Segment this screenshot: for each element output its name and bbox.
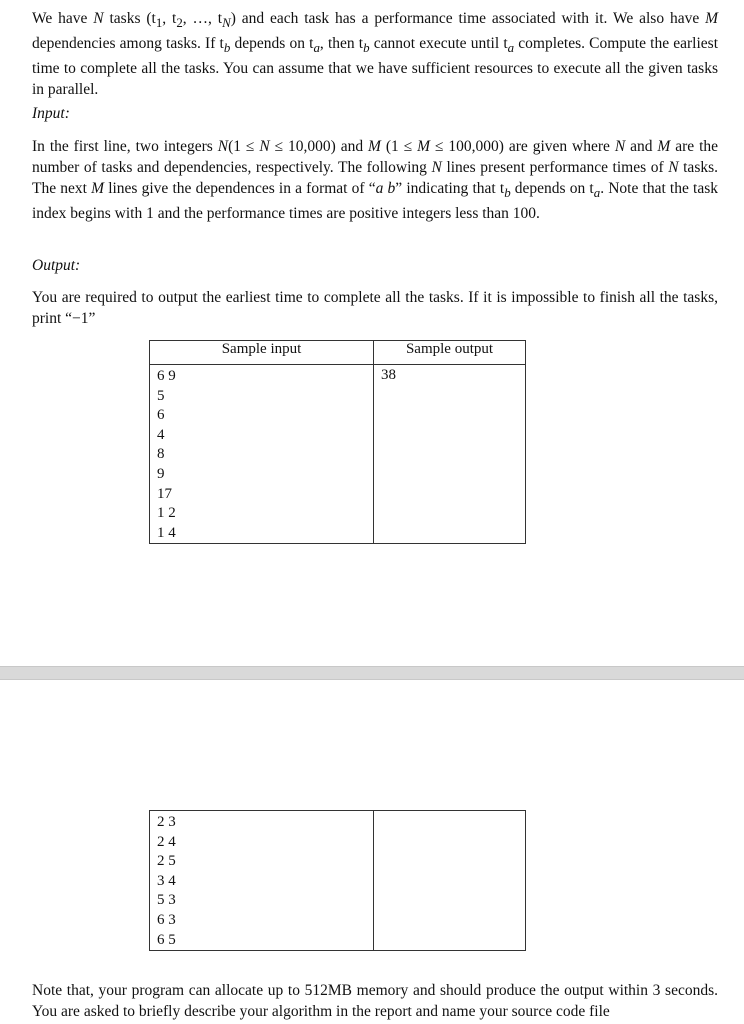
input-line: 1 4 — [157, 524, 176, 541]
input-line: 6 5 — [157, 931, 176, 948]
input-line: 6 9 — [157, 368, 176, 384]
input-line: 2 4 — [157, 833, 176, 850]
page-separator — [0, 666, 744, 680]
sample-output-cell — [374, 365, 526, 544]
input-line: 3 4 — [157, 872, 176, 889]
input-line: 1 2 — [157, 505, 176, 522]
sample-input-lines — [150, 365, 373, 543]
sample-input-header: Sample input — [150, 341, 374, 365]
output-heading: Output: — [32, 257, 81, 274]
document-page-2 — [0, 680, 744, 1024]
input-line: 5 3 — [157, 892, 176, 909]
sample-input-lines-continued — [150, 811, 373, 950]
input-line: 17 — [157, 485, 172, 502]
input-line: 8 — [157, 446, 165, 463]
input-line: 2 5 — [157, 853, 176, 870]
input-heading: Input: — [32, 105, 70, 122]
problem-description: We have N tasks ($t_1$, $t_2$, …, $t_N$) and each task has a performance time associated with it. We also have M dependencies among tasks. If $t_b$ depends on $t_a$, then $t_b$ cannot execute until $t_a$ completes. Compute the earliest time to complete all the tasks. You can assume that we have sufficient resources to execute all the given tasks in parallel. — [32, 10, 719, 99]
sample-output-value: 38 — [381, 367, 396, 383]
input-description: In the first line, two integers N(1 ≤ N ≤ 10,000) and M (1 ≤ M ≤ 100,000) are given where N and M are the number of tasks and dependencies, respectively. The following N lines present performance times of N tasks. The next M lines give the dependences in a format of “a b” indicating that $t_b$ depends on $t_a$. Note that the task index begins with 1 and the performance times are positive integers less than 100. — [32, 138, 719, 223]
note-text: Note that, your program can allocate up to 512MB memory and should produce the output within 3 seconds. You are asked to briefly describe your algorithm in the report and name your source code file — [32, 982, 718, 1020]
output-description: You are required to output the earliest time to complete all the tasks. If it is impossible to finish all the tasks, print “−1” — [32, 289, 718, 327]
sample-input-cell — [150, 365, 374, 544]
input-line: 6 3 — [157, 911, 176, 928]
sample-table-continued — [149, 810, 526, 951]
sample-output-cell-continued — [374, 811, 526, 951]
sample-output-header: Sample output — [374, 341, 526, 365]
input-line: 9 — [157, 465, 165, 482]
input-line: 6 — [157, 407, 165, 424]
input-line: 5 — [157, 387, 165, 404]
input-line: 4 — [157, 426, 165, 443]
sample-input-cell-continued — [150, 811, 374, 951]
sample-table — [149, 340, 526, 544]
input-line: 2 3 — [157, 814, 176, 830]
